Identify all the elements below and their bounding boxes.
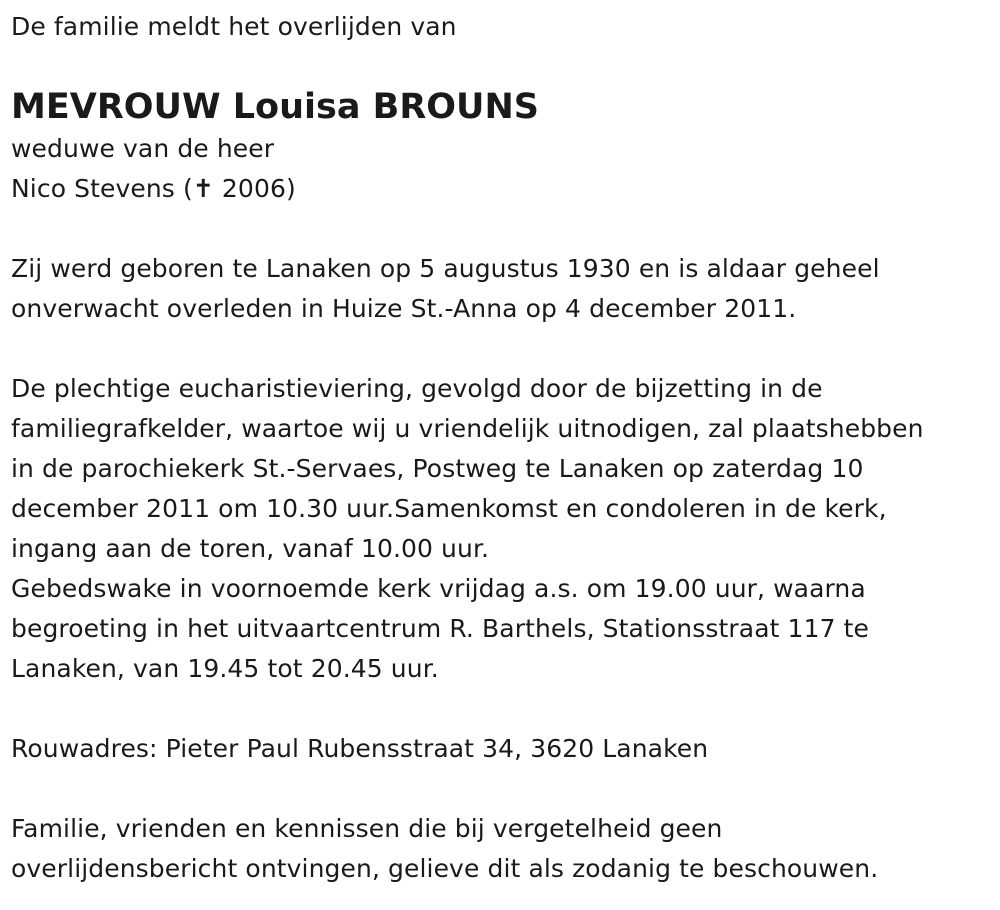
spacer [11, 329, 996, 369]
birth-paragraph [11, 249, 996, 329]
closing-paragraph [11, 809, 996, 889]
widow-line-1: weduwe van de heer [11, 134, 275, 163]
paragraph-line: De plechtige eucharistieviering, gevolgd door de bijzetting in de [11, 374, 823, 403]
deceased-name: MEVROUW Louisa BROUNS [11, 87, 539, 127]
ceremony-paragraph [11, 369, 996, 689]
widow-line-2: Nico Stevens (✝ 2006) [11, 174, 296, 203]
paragraph-line: onverwacht overleden in Huize St.-Anna op 4 december 2011. [11, 294, 797, 323]
spacer [11, 689, 996, 729]
mourning-address: Rouwadres: Pieter Paul Rubensstraat 34, 3620 Lanaken [11, 734, 709, 763]
paragraph-line: in de parochiekerk St.-Servaes, Postweg te Lanaken op zaterdag 10 [11, 454, 864, 483]
paragraph-line: december 2011 om 10.30 uur.Samenkomst en condoleren in de kerk, [11, 494, 887, 523]
death-notice [11, 7, 996, 889]
paragraph-line: Familie, vrienden en kennissen die bij vergetelheid geen [11, 814, 723, 843]
paragraph-line: ingang aan de toren, vanaf 10.00 uur. [11, 534, 490, 563]
paragraph-line: Gebedswake in voornoemde kerk vrijdag a.s. om 19.00 uur, waarna [11, 574, 866, 603]
paragraph-line: Zij werd geboren te Lanaken op 5 augustus 1930 en is aldaar geheel [11, 254, 880, 283]
paragraph-line: overlijdensbericht ontvingen, gelieve dit als zodanig te beschouwen. [11, 854, 879, 883]
spacer [11, 209, 996, 249]
spacer [11, 769, 996, 809]
paragraph-line: Lanaken, van 19.45 tot 20.45 uur. [11, 654, 439, 683]
paragraph-line: familiegrafkelder, waartoe wij u vriendelijk uitnodigen, zal plaatshebben [11, 414, 924, 443]
paragraph-line: begroeting in het uitvaartcentrum R. Barthels, Stationsstraat 117 te [11, 614, 870, 643]
intro-text: De familie meldt het overlijden van [11, 12, 457, 41]
